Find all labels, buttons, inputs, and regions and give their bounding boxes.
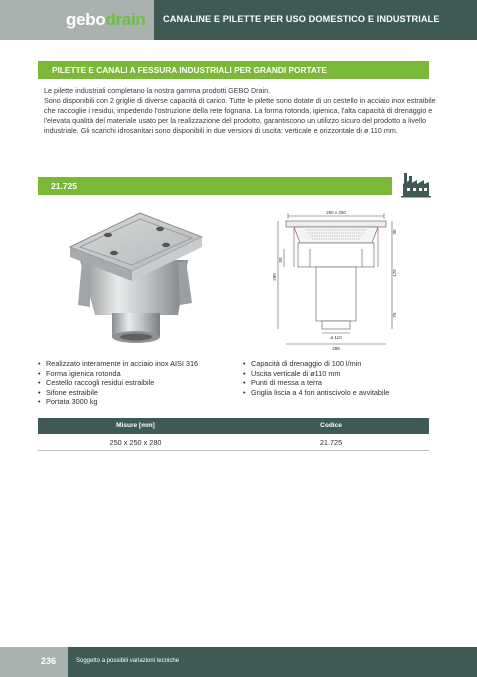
product-code-bar: [38, 177, 392, 195]
page-footer: [0, 647, 477, 677]
product-photo: [60, 205, 210, 355]
feature-item: • Capacità di drenaggio di 100 l/min: [243, 359, 389, 369]
dim-right-3: 75: [392, 312, 397, 318]
page-number-box: [0, 647, 68, 677]
page-number: 236: [41, 656, 57, 666]
footer-note: Soggetto a possibili variazioni tecniche: [76, 658, 180, 664]
intro-text: [44, 86, 436, 136]
brand-logo-text: [66, 10, 145, 30]
dim-bottom: 286: [332, 346, 340, 351]
feature-item: • Forma igienica rotonda: [38, 369, 198, 379]
feature-item: • Realizzato interamente in acciaio inox AISI 316: [38, 359, 198, 369]
dim-right-1: 30: [392, 229, 397, 235]
feature-item: • Sifone estraibile: [38, 388, 198, 398]
feature-item: • Griglia liscia a 4 fori antiscivolo e avvitabile: [243, 388, 389, 398]
section-title-bar: [38, 61, 429, 79]
header-title: CANALINE E PILETTE PER USO DOMESTICO E INDUSTRIALE: [163, 14, 440, 24]
logo-part-drain: drain: [105, 10, 146, 29]
section-title: PILETTE E CANALI A FESSURA INDUSTRIALI PER GRANDI PORTATE: [52, 65, 327, 75]
table-header: [38, 418, 429, 434]
technical-drawing: [272, 203, 402, 355]
logo-part-gebo: gebo: [66, 10, 106, 29]
feature-item: • Portata 3000 kg: [38, 397, 198, 407]
feature-item: • Punti di messa a terra: [243, 378, 389, 388]
spec-table: [38, 418, 429, 451]
product-code: 21.725: [51, 181, 77, 191]
dim-height: 280: [272, 273, 277, 281]
feature-item: • Cestello raccogli residui estraibile: [38, 378, 198, 388]
feature-list-right: [243, 359, 389, 397]
factory-icon: [400, 170, 432, 198]
dim-top: 250 x 250: [326, 210, 346, 215]
intro-paragraph-1: Le pilette industriali completano la nostra gamma prodotti GEBO Drain.: [44, 86, 271, 95]
cell-size: 250 x 250 x 280: [109, 438, 162, 447]
dim-left: 50: [278, 257, 283, 263]
feature-item: • Uscita verticale di ø110 mm: [243, 369, 389, 379]
intro-paragraph-2: Sono disponibili con 2 griglie di diverse capacità di carico. Tutte le pilette sono dotate di un cestello in acciaio inox estraibile che raccoglie i residui, impedendo l'ostruzione della rete fognaria. La forma rotonda, igienica, l'alta capacità di drenaggio e l'elevata qualità del materiale usato per la realizzazione del prodotto, garantiscono un utilizzo sicuro del prodotto a livello industriale. Gli scarichi idrosanitari sono disponibili in due versioni di uscita: verticale e orizzontale di ø 110 mm.: [44, 96, 436, 135]
table-row: [38, 434, 429, 451]
page-header: [0, 0, 477, 40]
feature-list-left: [38, 359, 198, 407]
cell-code: 21.725: [319, 438, 343, 447]
brand-logo: [0, 0, 154, 40]
dim-outlet: ø 110: [330, 335, 342, 340]
column-header-size: Misure [mm]: [116, 422, 155, 429]
dim-right-2: 175: [392, 269, 397, 277]
column-header-code: Codice: [320, 422, 342, 429]
